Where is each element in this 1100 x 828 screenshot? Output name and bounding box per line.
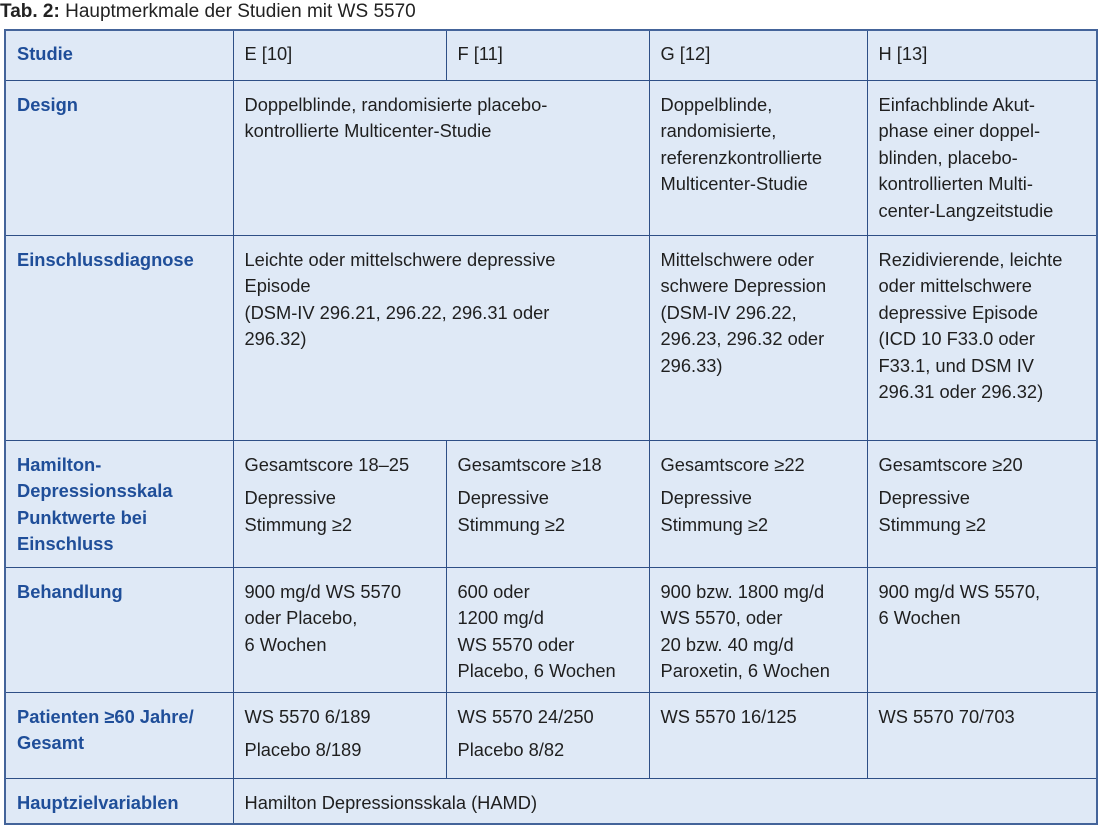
- row-label-studie: Studie: [17, 43, 73, 64]
- cell-patients-h: [867, 692, 1096, 778]
- cell-design-g: Doppelblinde, randomisierte, referenzkontrollierte Multicenter-Studie: [649, 80, 867, 235]
- table-row-header: [6, 31, 1096, 80]
- cell-treatment-g: 900 bzw. 1800 mg/d WS 5570, oder 20 bzw. 40 mg/d Paroxetin, 6 Wochen: [649, 567, 867, 692]
- table-row-patients: [6, 692, 1096, 778]
- cell-diagnosis-ef: Leichte oder mittelschwere depressive Episode (DSM-IV 296.21, 296.22, 296.31 oder 296.32): [233, 235, 649, 440]
- patients-e-ws: WS 5570 6/189: [244, 705, 371, 727]
- cell-hamd-e: [233, 440, 446, 567]
- hamd-h-total: Gesamtscore ≥20: [878, 453, 1023, 475]
- cell-design-ef: Doppelblinde, randomisierte placebo- kontrollierte Multicenter-Studie: [233, 80, 649, 235]
- cell-diagnosis-h: Rezidivierende, leichte oder mittelschwere depressive Episode (ICD 10 F33.0 oder F33.1, und DSM IV 296.31 oder 296.32): [867, 235, 1096, 440]
- cell-endpoint-all: Hamilton Depressionsskala (HAMD): [233, 778, 1096, 823]
- hamd-e-total: Gesamtscore 18–25: [244, 453, 410, 475]
- table-caption: [0, 0, 416, 26]
- column-header-g: G [12]: [649, 31, 867, 80]
- row-label-design: Design: [6, 80, 233, 235]
- row-label-hauptzielvariablen: Hauptzielvariablen: [6, 778, 233, 823]
- table-row-endpoint: [6, 778, 1096, 823]
- hamd-e-mood: Depressive Stimmung ≥2: [244, 487, 353, 535]
- patients-h-ws: WS 5570 70/703: [878, 705, 1015, 727]
- cell-patients-g: [649, 692, 867, 778]
- cell-hamd-f: [446, 440, 649, 567]
- row-label-hamilton: Hamilton- Depressionsskala Punktwerte bei Einschluss: [6, 440, 233, 567]
- table-row-diagnosis: [6, 235, 1096, 440]
- cell-diagnosis-g: Mittelschwere oder schwere Depression (DSM-IV 296.22, 296.23, 296.32 oder 296.33): [649, 235, 867, 440]
- hamd-h-mood: Depressive Stimmung ≥2: [878, 487, 987, 535]
- column-header-e: E [10]: [233, 31, 446, 80]
- patients-g-ws: WS 5570 16/125: [660, 705, 797, 727]
- hamd-g-mood: Depressive Stimmung ≥2: [660, 487, 769, 535]
- table-row-hamd: [6, 440, 1096, 567]
- patients-f-ws: WS 5570 24/250: [457, 705, 594, 727]
- row-label-behandlung: Behandlung: [6, 567, 233, 692]
- row-label-patienten: Patienten ≥60 Jahre/ Gesamt: [6, 692, 233, 778]
- row-label-einschlussdiagnose: Einschlussdiagnose: [6, 235, 233, 440]
- column-header-h: H [13]: [867, 31, 1096, 80]
- cell-treatment-e: 900 mg/d WS 5570 oder Placebo, 6 Wochen: [233, 567, 446, 692]
- table-row-design: [6, 80, 1096, 235]
- hamd-f-total: Gesamtscore ≥18: [457, 453, 602, 475]
- hamd-g-total: Gesamtscore ≥22: [660, 453, 805, 475]
- study-table: [4, 29, 1098, 825]
- patients-e-placebo: Placebo 8/189: [244, 739, 362, 760]
- patients-f-placebo: Placebo 8/82: [457, 739, 565, 760]
- cell-patients-e: [233, 692, 446, 778]
- cell-design-h: Einfachblinde Akut- phase einer doppel- blinden, placebo- kontrollierten Multi- center-Langzeitstudie: [867, 80, 1096, 235]
- cell-hamd-g: [649, 440, 867, 567]
- hamd-f-mood: Depressive Stimmung ≥2: [457, 487, 566, 535]
- column-header-f: F [11]: [446, 31, 649, 80]
- table-row-treatment: [6, 567, 1096, 692]
- cell-hamd-h: [867, 440, 1096, 567]
- cell-treatment-h: 900 mg/d WS 5570, 6 Wochen: [867, 567, 1096, 692]
- cell-patients-f: [446, 692, 649, 778]
- cell-treatment-f: 600 oder 1200 mg/d WS 5570 oder Placebo, 6 Wochen: [446, 567, 649, 692]
- caption-text: Hauptmerkmale der Studien mit WS 5570: [65, 1, 416, 22]
- caption-label: Tab. 2:: [0, 1, 60, 22]
